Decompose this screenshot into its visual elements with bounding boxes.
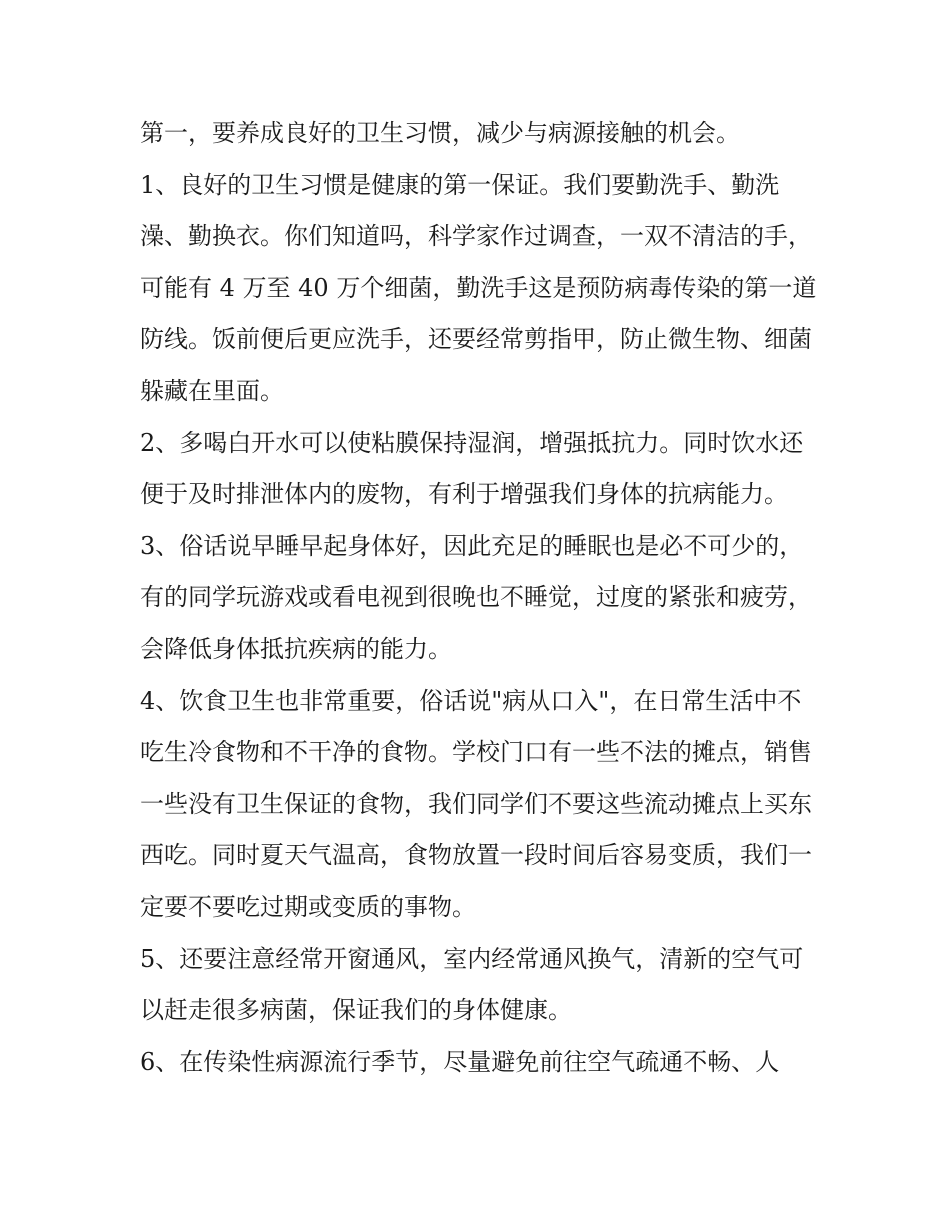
paragraph-item-1: 1、良好的卫生习惯是健康的第一保证。我们要勤洗手、勤洗澡、勤换衣。你们知道吗，科学家作过调查，一双不清洁的手，可能有 4 万至 40 万个细菌，勤洗手这是预防病毒传染的第一道防线。饭前便后更应洗手，还要经常剪指甲，防止微生物、细菌躲藏在里面。 <box>140 170 817 405</box>
paragraph-item-5: 5、还要注意经常开窗通风，室内经常通风换气，清新的空气可以赶走很多病菌，保证我们的身体健康。 <box>140 944 804 1025</box>
paragraph-item-3: 3、俗话说早睡早起身体好，因此充足的睡眠也是必不可少的，有的同学玩游戏或看电视到很晚也不睡觉，过度的紧张和疲劳，会降低身体抵抗疾病的能力。 <box>140 531 812 663</box>
paragraph-item-4: 4、饮食卫生也非常重要，俗话说"病从口入"，在日常生活中不吃生冷食物和不干净的食物。学校门口有一些不法的摊点，销售一些没有卫生保证的食物，我们同学们不要这些流动摊点上买东西吃。同时夏天气温高，食物放置一段时间后容易变质，我们一定要不要吃过期或变质的事物。 <box>140 686 812 921</box>
paragraph-intro: 第一，要养成良好的卫生习惯，减少与病源接触的机会。 <box>140 119 740 147</box>
paragraph-item-6: 6、在传染性病源流行季节，尽量避免前往空气疏通不畅、人 <box>140 1047 780 1076</box>
document-page <box>140 108 820 1088</box>
paragraph-item-2: 2、多喝白开水可以使粘膜保持湿润，增强抵抗力。同时饮水还便于及时排泄体内的废物，有利于增强我们身体的抗病能力。 <box>140 428 804 509</box>
